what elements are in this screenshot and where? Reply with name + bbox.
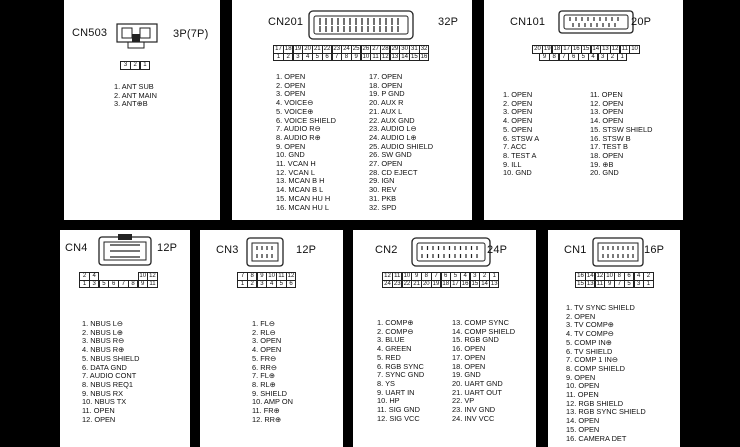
pin-cell: 26 (362, 46, 370, 53)
pin-label: 3. BLUE (377, 335, 405, 345)
pin-label: 4. VOICE⊖ (276, 98, 314, 108)
pin-label: 19. ⊕B (590, 159, 614, 169)
pin-label: 10. AMP ON (252, 397, 293, 407)
pin-label: 12. OPEN (590, 98, 624, 108)
pin-cell: 11 (276, 272, 286, 280)
pin-label: 9. OPEN (276, 141, 306, 151)
cn1-pin-grid (576, 273, 654, 288)
pin-label: 20. UART GND (452, 378, 503, 388)
cn3-connector-icon (244, 235, 286, 269)
pin-cell: 3 (634, 280, 644, 288)
pin-label: 16. MCAN HU L (276, 202, 329, 212)
pin-label: 17. OPEN (452, 352, 486, 362)
pin-label: 14. COMP SHIELD (452, 326, 516, 336)
pin-label: 2. COMP⊖ (377, 326, 414, 336)
cn1-pin-type: 16P (644, 244, 665, 256)
pin-label: 7. SYNC GND (377, 370, 425, 380)
pin-cell: 9 (604, 280, 614, 288)
pin-cell: 6 (322, 53, 332, 61)
pin-cell: 17 (452, 280, 459, 287)
cn4-panel (60, 230, 190, 447)
pin-label: 9. OPEN (566, 372, 596, 382)
pin-cell: 3 (470, 272, 480, 280)
pin-cell: 11 (392, 272, 402, 280)
cn1-panel (548, 230, 680, 447)
pin-cell: 12 (149, 273, 156, 280)
cn1-pin-list (566, 304, 646, 443)
pin-cell: 9 (138, 280, 148, 288)
pin-cell: 10 (268, 273, 275, 280)
pin-label: 22. VP (452, 396, 475, 406)
pin-label: 24. INV VCC (452, 413, 495, 423)
cn503-pin-list (114, 83, 157, 109)
pin-cell: 8 (549, 53, 559, 61)
pin-cell: 23 (333, 46, 341, 53)
pin-cell: 6 (441, 272, 451, 280)
cn201-pin-grid (274, 46, 429, 61)
pin-cell: 21 (413, 280, 420, 287)
cn2-pin-list-right (452, 319, 515, 423)
pin-cell: 16 (420, 53, 428, 60)
pin-cell: 8 (341, 53, 351, 61)
pin-label: 12. OPEN (82, 414, 116, 424)
cn201-pin-type: 32P (438, 16, 459, 28)
pin-label: 27. OPEN (369, 159, 403, 169)
pin-cell: 10 (631, 46, 638, 53)
pin-label: 3. ANT⊕B (114, 99, 148, 109)
pin-cell: 30 (401, 46, 408, 53)
pin-cell: 20 (534, 46, 541, 53)
cn503-name: CN503 (72, 27, 108, 39)
pin-cell: 8 (128, 280, 138, 288)
pin-label: 12. RGB SHIELD (566, 398, 624, 408)
pin-cell: 13 (490, 280, 498, 287)
pin-label: 13. OPEN (590, 107, 624, 117)
pin-label: 11. OPEN (590, 90, 623, 99)
pin-label: 2. OPEN (276, 80, 306, 90)
pin-label: 8. YS (377, 378, 395, 388)
pin-cell: 3 (293, 53, 303, 61)
pin-cell: 7 (118, 280, 128, 288)
pin-cell: 19 (543, 46, 551, 53)
pin-cell: 4 (302, 53, 312, 61)
pin-label: 7. AUDIO R⊖ (276, 124, 321, 134)
pin-label: 9. NBUS RX (82, 388, 124, 398)
pin-label: 21. AUX L (369, 106, 403, 116)
pin-cell: 23 (393, 280, 401, 287)
pin-label: 3. NBUS R⊖ (82, 336, 125, 346)
pin-label: 10. OPEN (566, 381, 600, 391)
pin-cell: 29 (391, 46, 399, 53)
cn201-connector-icon (306, 8, 416, 42)
pin-label: 12. SIG VCC (377, 413, 420, 423)
pin-label: 16. STSW B (590, 133, 631, 143)
pin-label: 5. FR⊖ (252, 353, 277, 363)
pin-cell: 4 (89, 272, 99, 280)
pin-label: 5. VOICE⊕ (276, 106, 314, 116)
cn2-pin-grid (383, 273, 499, 288)
pin-cell: 11 (147, 280, 157, 288)
pin-cell: 2 (247, 280, 257, 288)
pin-label: 17. OPEN (369, 72, 403, 81)
cn4-connector-icon (96, 234, 154, 268)
pin-cell: 12 (611, 46, 619, 53)
cn503-pin-grid (121, 62, 150, 70)
pin-cell: 1 (237, 280, 247, 288)
pin-label: 7. COMP 1 IN⊖ (566, 355, 619, 365)
pin-label: 20. AUX R (369, 98, 404, 108)
pin-label: 1. FL⊖ (252, 319, 276, 328)
cn101-pin-grid (533, 46, 640, 61)
pin-cell: 32 (420, 46, 428, 53)
pin-label: 2. NBUS L⊕ (82, 327, 124, 337)
pin-label: 11. OPEN (566, 390, 599, 400)
pin-cell: 6 (624, 272, 634, 280)
pin-label: 10. NBUS TX (82, 397, 127, 407)
pin-label: 2. ANT MAIN (114, 90, 157, 100)
pin-cell: 6 (568, 53, 578, 61)
pin-label: 7. FL⊕ (252, 371, 276, 381)
pin-label: 5. COMP IN⊕ (566, 337, 612, 347)
pin-label: 31. PKB (369, 193, 397, 203)
pin-cell: 2 (130, 61, 140, 69)
pin-cell: 3 (89, 280, 99, 288)
pin-cell: 7 (431, 272, 441, 280)
cn503-pin-type: 3P(7P) (173, 28, 209, 40)
pin-cell: 14 (586, 273, 594, 280)
pin-cell: 6 (286, 280, 296, 288)
pin-label: 8. TEST A (503, 150, 537, 160)
pin-label: 3. OPEN (252, 336, 282, 346)
pin-cell: 4 (266, 280, 276, 288)
cn101-name: CN101 (510, 16, 546, 28)
pin-cell: 19 (294, 46, 302, 53)
cn2-name: CN2 (375, 244, 398, 256)
pin-label: 15. RGB GND (452, 335, 499, 345)
pin-label: 10. GND (503, 168, 532, 178)
pin-label: 7. ACC (503, 142, 527, 152)
cn1-connector-icon (590, 235, 646, 269)
pin-cell: 4 (460, 272, 470, 280)
cn3-name: CN3 (216, 244, 239, 256)
pin-cell: 5 (624, 280, 634, 288)
pin-cell: 4 (588, 53, 598, 61)
cn4-pin-list (82, 320, 140, 424)
pin-cell: 1 (617, 53, 627, 61)
pin-label: 1. ANT SUB (114, 82, 154, 91)
cn4-pin-type: 12P (157, 242, 178, 254)
pin-label: 13. COMP SYNC (452, 318, 509, 327)
pin-label: 11. VCAN H (276, 159, 316, 169)
pin-cell: 15 (471, 280, 479, 287)
cn2-connector-icon (409, 235, 493, 269)
cn201-pin-list-right (369, 73, 433, 212)
pin-cell: 10 (362, 53, 370, 60)
pin-cell: 17 (563, 46, 570, 53)
pin-cell: 12 (381, 53, 389, 60)
cn1-name: CN1 (564, 244, 587, 256)
pin-cell: 22 (403, 280, 411, 287)
pin-label: 6. STSW A (503, 133, 540, 143)
pin-cell: 24 (384, 280, 391, 287)
cn3-pin-type: 12P (296, 244, 317, 256)
pin-cell: 2 (479, 272, 489, 280)
pin-cell: 18 (553, 46, 561, 53)
pin-label: 17. TEST B (590, 142, 628, 152)
pin-cell: 25 (352, 46, 360, 53)
pin-cell: 7 (614, 280, 624, 288)
pin-cell: 10 (403, 273, 411, 280)
pin-cell: 7 (559, 53, 569, 61)
pin-cell: 11 (620, 45, 630, 53)
pin-cell: 22 (323, 46, 331, 53)
pin-label: 10. HP (377, 396, 400, 406)
pin-cell: 14 (401, 53, 408, 60)
pin-label: 15. STSW SHIELD (590, 124, 653, 134)
pin-label: 4. NBUS R⊕ (82, 345, 125, 355)
pin-label: 14. OPEN (590, 116, 624, 126)
cn503-panel (64, 0, 220, 220)
pin-label: 2. RL⊖ (252, 327, 276, 337)
pin-label: 29. IGN (369, 176, 395, 186)
pin-cell: 5 (578, 53, 588, 61)
pin-cell: 1 (273, 53, 283, 61)
pin-label: 10. GND (276, 150, 305, 160)
pin-label: 6. TV SHIELD (566, 346, 613, 356)
pin-cell: 13 (391, 53, 399, 60)
pin-label: 5. OPEN (503, 124, 533, 134)
pin-cell: 16 (572, 46, 580, 53)
pin-label: 4. TV COMP⊖ (566, 329, 614, 339)
pin-cell: 5 (99, 280, 109, 288)
pin-label: 16. CAMERA DET (566, 433, 627, 443)
pin-cell: 2 (283, 53, 293, 61)
pin-label: 15. OPEN (566, 424, 600, 434)
pin-cell: 24 (343, 46, 350, 53)
cn3-panel (200, 230, 343, 447)
cn4-pin-grid (80, 273, 158, 288)
pin-label: 24. AUDIO L⊕ (369, 132, 417, 142)
pin-cell: 21 (313, 46, 321, 53)
pin-cell: 5 (312, 53, 322, 61)
pin-cell: 20 (304, 46, 311, 53)
pin-label: 3. OPEN (276, 89, 306, 99)
cn201-name: CN201 (268, 16, 304, 28)
pin-label: 5. NBUS SHIELD (82, 353, 140, 363)
pin-cell: 16 (577, 273, 584, 280)
pin-cell: 5 (450, 272, 460, 280)
pin-label: 18. OPEN (452, 361, 486, 371)
pin-cell: 1 (140, 61, 150, 69)
pin-cell: 27 (372, 46, 379, 53)
pin-label: 15. MCAN HU H (276, 193, 331, 203)
pin-cell: 8 (614, 272, 624, 280)
pin-label: 1. NBUS L⊖ (82, 319, 124, 328)
pin-cell: 15 (582, 46, 590, 53)
pin-label: 8. AUDIO R⊕ (276, 132, 321, 142)
cn101-pin-list-right (590, 91, 652, 178)
pin-label: 18. OPEN (590, 150, 624, 160)
pin-label: 12. VCAN L (276, 167, 316, 177)
pin-label: 26. SW GND (369, 150, 412, 160)
cn3-pin-list (252, 320, 293, 424)
cn4-name: CN4 (65, 242, 88, 254)
pin-cell: 20 (422, 280, 430, 287)
pin-label: 1. OPEN (276, 72, 306, 81)
pin-cell: 28 (381, 46, 389, 53)
pin-cell: 10 (606, 273, 613, 280)
cn2-pin-list-left (377, 319, 424, 423)
pin-label: 30. REV (369, 185, 397, 195)
cn3-pin-grid (238, 273, 296, 288)
pin-cell: 12 (596, 273, 604, 280)
pin-cell: 3 (257, 280, 267, 288)
pin-cell: 9 (351, 53, 361, 61)
pin-cell: 1 (489, 272, 499, 280)
pin-cell: 3 (120, 61, 130, 69)
pin-label: 9. UART IN (377, 387, 415, 397)
cn101-pin-type: 20P (631, 16, 652, 28)
pin-label: 23. INV GND (452, 405, 496, 415)
pin-cell: 9 (539, 53, 549, 61)
pin-cell: 16 (461, 280, 469, 287)
pin-label: 4. OPEN (503, 116, 533, 126)
pin-cell: 2 (79, 272, 89, 280)
pin-label: 4. GREEN (377, 344, 412, 354)
cn2-panel (353, 230, 536, 447)
pin-label: 8. COMP SHIELD (566, 363, 626, 373)
pin-label: 3. TV COMP⊕ (566, 320, 614, 330)
pin-label: 14. OPEN (566, 416, 600, 426)
pin-label: 14. MCAN B L (276, 185, 324, 195)
pin-label: 6. DATA GND (82, 362, 127, 372)
cn101-pin-list-left (503, 91, 539, 178)
pin-label: 3. OPEN (503, 107, 533, 117)
pin-label: 6. RR⊖ (252, 362, 278, 372)
pin-label: 8. NBUS REQ1 (82, 379, 133, 389)
pin-cell: 2 (607, 53, 617, 61)
pin-label: 1. TV SYNC SHIELD (566, 303, 635, 312)
cn101-panel (484, 0, 683, 220)
pin-label: 19. P GND (369, 89, 405, 99)
pin-label: 28. CD EJECT (369, 167, 418, 177)
pin-cell: 18 (284, 46, 292, 53)
pin-label: 6. VOICE SHIELD (276, 115, 336, 125)
pin-cell: 13 (586, 280, 594, 287)
pin-label: 6. RGB SYNC (377, 361, 424, 371)
pin-cell: 14 (481, 280, 488, 287)
pin-label: 13. MCAN B H (276, 176, 325, 186)
pin-cell: 9 (257, 272, 267, 280)
pin-label: 16. OPEN (452, 344, 486, 354)
pin-cell: 9 (411, 272, 421, 280)
pin-label: 2. OPEN (503, 98, 533, 108)
pin-cell: 3 (598, 53, 608, 61)
pin-cell: 15 (577, 280, 584, 287)
pin-cell: 14 (592, 46, 600, 53)
pin-cell: 4 (634, 272, 644, 280)
pin-label: 22. AUX GND (369, 115, 415, 125)
pin-cell: 7 (332, 53, 342, 61)
pin-cell: 11 (595, 280, 605, 288)
cn101-connector-icon (556, 8, 636, 38)
pin-label: 11. FR⊕ (252, 406, 280, 416)
pin-label: 7. AUDIO CONT (82, 371, 137, 381)
pin-label: 20. GND (590, 168, 619, 178)
pin-cell: 12 (287, 273, 295, 280)
pin-cell: 1 (79, 280, 89, 288)
pin-label: 5. RED (377, 352, 401, 362)
pin-cell: 18 (442, 280, 450, 287)
pin-label: 19. GND (452, 370, 481, 380)
pin-label: 4. OPEN (252, 345, 282, 355)
pin-label: 11. SIG GND (377, 405, 420, 415)
pin-cell: 13 (602, 46, 609, 53)
pin-cell: 5 (276, 280, 286, 288)
pin-label: 9. ILL (503, 159, 522, 169)
cn201-pin-list-left (276, 73, 336, 212)
pin-label: 13. RGB SYNC SHIELD (566, 407, 646, 417)
pin-cell: 17 (275, 46, 282, 53)
pin-label: 11. OPEN (82, 406, 115, 416)
pin-label: 18. OPEN (369, 80, 403, 90)
pin-cell: 6 (108, 280, 118, 288)
pin-cell: 12 (384, 273, 391, 280)
pin-cell: 8 (421, 272, 431, 280)
pin-cell: 2 (643, 272, 653, 280)
pin-label: 9. SHIELD (252, 388, 287, 398)
pin-cell: 19 (432, 280, 440, 287)
pin-cell: 31 (411, 46, 418, 53)
pin-cell: 10 (139, 273, 147, 280)
pin-cell: 7 (237, 272, 247, 280)
pin-label: 2. OPEN (566, 311, 596, 321)
pin-label: 1. OPEN (503, 90, 533, 99)
pin-label: 21. UART OUT (452, 387, 502, 397)
cn201-panel (232, 0, 472, 220)
pin-cell: 8 (247, 272, 257, 280)
cn2-pin-type: 24P (487, 244, 508, 256)
pin-label: 12. RR⊕ (252, 414, 282, 424)
pin-label: 25. AUDIO SHIELD (369, 141, 434, 151)
pin-cell: 1 (643, 280, 653, 288)
pin-label: 23. AUDIO L⊖ (369, 124, 417, 134)
pin-label: 32. SPD (369, 202, 397, 212)
pin-label: 8. RL⊕ (252, 379, 276, 389)
pin-label: 1. COMP⊕ (377, 318, 414, 327)
pin-cell: 15 (411, 53, 418, 60)
cn503-connector-icon (114, 20, 164, 50)
pin-cell: 11 (370, 53, 380, 61)
